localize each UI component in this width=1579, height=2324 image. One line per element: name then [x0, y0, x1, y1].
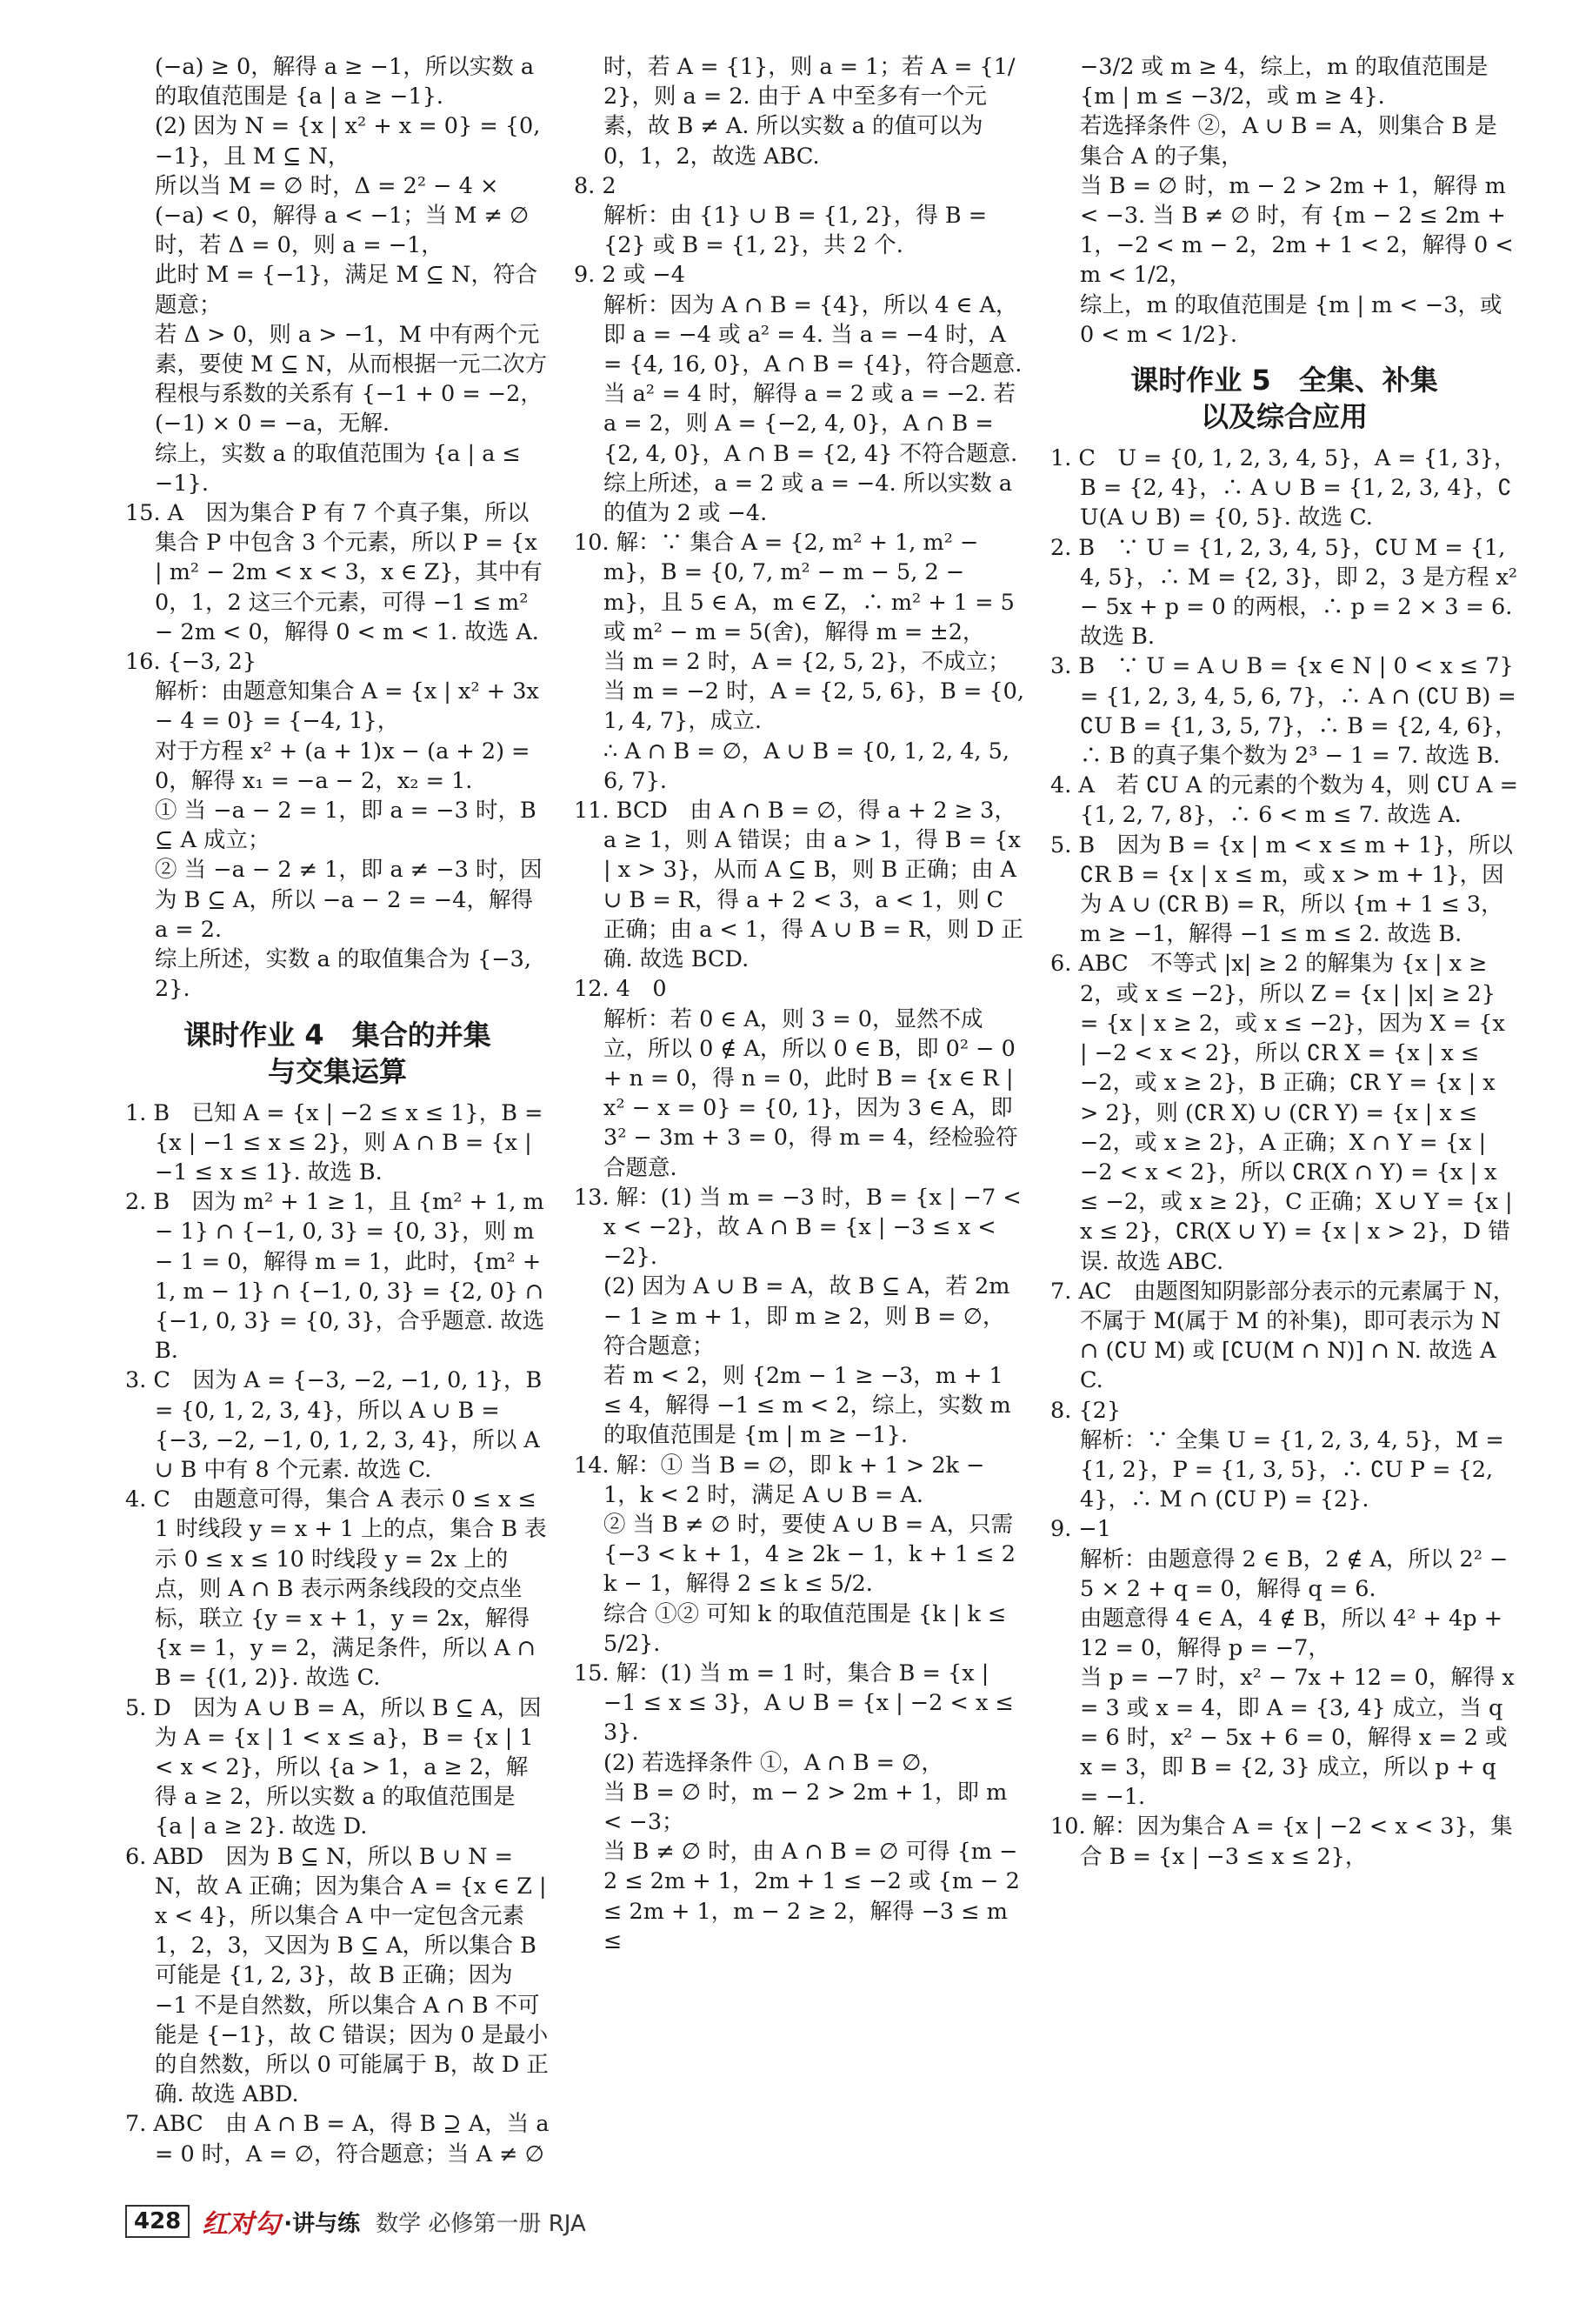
answer-text: 解析：由题意得 2 ∈ B，2 ∉ A，所以 2² − 5 × 2 + q = 0，解得 q = 6.: [1080, 1546, 1516, 1602]
answer-text: (2) 若选择条件 ①，A ∩ B = ∅，: [603, 1749, 943, 1776]
answer-text: 当 m = 2 时，A = {2, 5, 2}，不成立；: [603, 649, 1010, 676]
answer-item: 7. ABC 由 A ∩ B = A，得 B ⊇ A，当 a = 0 时，A = ∅，符合题意；当 A ≠ ∅: [125, 2111, 556, 2167]
answer-item: 3. B ∵ U = A ∪ B = {x ∈ N | 0 < x ≤ 7} = {1, 2, 3, 4, 5, 6, 7}，∴ A ∩ (∁U B) = ∁U B = {1, 3, 5, 7}，∴ B = {2, 4, 6}，∴ B 的真子集个数为 2³ − 1 = 7. 故选 B.: [1050, 653, 1523, 770]
page-number: 428: [125, 2205, 190, 2238]
section-title: [1050, 362, 1518, 435]
answer-text: 时，若 A = {1}，则 a = 1；若 A = {1/2}，则 a = 2. 由于 A 中至多有一个元素，故 B ≠ A. 所以实数 a 的值可以为 0，1，2，故选 ABC.: [603, 54, 1016, 170]
answer-item: 13. 解：(1) 当 m = −3 时，B = {x | −7 < x < −2}，故 A ∩ B = {x | −3 ≤ x < −2}.: [574, 1184, 1029, 1271]
answer-item: 7. AC 由题图知阴影部分表示的元素属于 N，不属于 M(属于 M 的补集)，即可表示为 N ∩ (∁U M) 或 [∁U(M ∩ N)] ∩ N. 故选 AC.: [1050, 1278, 1516, 1394]
answer-text: 由题意得 4 ∈ A，4 ∉ B，所以 4² + 4p + 12 = 0，解得 p = −7，: [1080, 1605, 1510, 1662]
brand-logo: 红对勾: [202, 2209, 281, 2240]
answer-text: (2) 因为 N = {x | x² + x = 0} = {0, −1}，且 M ⊆ N，: [155, 113, 548, 170]
answer-text: 解析：若 0 ∈ A，则 3 = 0，显然不成立，所以 0 ∉ A，所以 0 ∈ B，即 0² − 0 + n = 0，得 n = 0，此时 B = {x ∈ R | x² − x = 0} = {0, 1}，因为 3 ∈ A，即 3² − 3m + 3 = 0，得 m = 4，经检验符合题意.: [603, 1005, 1023, 1181]
answer-text: 综合 ①② 可知 k 的取值范围是 {k | k ≤ 5/2}.: [603, 1600, 1014, 1657]
answer-item: 5. B 因为 B = {x | m < x ≤ m + 1}，所以 ∁R B = {x | x ≤ m，或 x > m + 1}，因为 A ∪ (∁R B) = R，所以 {m + 1 ≤ 3，m ≥ −1，解得 −1 ≤ m ≤ 2. 故选 B.: [1050, 831, 1521, 948]
column-left: [125, 52, 556, 2169]
answer-text: 若选择条件 ②，A ∪ B = A，则集合 B 是集合 A 的子集，: [1080, 113, 1497, 170]
section-title-line: 课时作业 4 集合的并集: [183, 1018, 491, 1052]
answer-item: 4. A 若 ∁U A 的元素的个数为 4，则 ∁U A = {1, 2, 7, 8}，∴ 6 < m ≤ 7. 故选 A.: [1050, 772, 1526, 829]
answer-text: 综上，m 的取值范围是 {m | m < −3，或 0 < m < 1/2}.: [1080, 291, 1509, 348]
page-footer: [125, 2204, 586, 2239]
answer-item: 4. C 由题意可得，集合 A 表示 0 ≤ x ≤ 1 时线段 y = x + 1 上的点，集合 B 表示 0 ≤ x ≤ 10 时线段 y = 2x 上的点，则 A ∩ B 表示两条线段的交点坐标，联立 {y = x + 1，y = 2x，解得 {x = 1，y = 2，满足条件，所以 A ∩ B = {(1, 2)}. 故选 C.: [125, 1486, 547, 1692]
answer-text: ② 当 B ≠ ∅ 时，要使 A ∪ B = A，只需 {−3 < k + 1，4 ≥ 2k − 1，k + 1 ≤ 2k − 1，解得 2 ≤ k ≤ 5/2.: [603, 1511, 1021, 1598]
answer-item: 3. C 因为 A = {−3, −2, −1, 0, 1}，B = {0, 1, 2, 3, 4}，所以 A ∪ B = {−3, −2, −1, 0, 1, 2, 3, 4}，所以 A ∪ B 中有 8 个元素. 故选 C.: [125, 1367, 550, 1483]
answer-item: 12. 4 0: [574, 976, 667, 1003]
answer-text: 所以当 M = ∅ 时，Δ = 2² − 4 × (−a) < 0，解得 a < −1；当 M ≠ ∅ 时，若 Δ = 0，则 a = −1，: [155, 172, 536, 259]
answer-text: ∴ A ∩ B = ∅，A ∪ B = {0, 1, 2, 4, 5, 6, 7}.: [603, 738, 1017, 794]
answer-text: 当 B ≠ ∅ 时，由 A ∩ B = ∅ 可得 {m − 2 ≤ 2m + 1，2m + 1 ≤ −2 或 {m − 2 ≤ 2m + 1，m − 2 ≥ 2，解得 −3 ≤ m ≤: [603, 1839, 1027, 1954]
answer-item: 16. {−3, 2}: [125, 649, 257, 676]
section-title-line: 课时作业 5 全集、补集: [1130, 364, 1438, 397]
answer-item: 5. D 因为 A ∪ B = A，所以 B ⊆ A，因为 A = {x | 1 < x ≤ a}，B = {x | 1 < x < 2}，所以 {a > 1，a ≥ 2，解得 a ≥ 2，所以实数 a 的取值范围是 {a | a ≥ 2}. 故选 D.: [125, 1694, 542, 1840]
answer-text: 当 B = ∅ 时，m − 2 > 2m + 1，解得 m < −3. 当 B ≠ ∅ 时，有 {m − 2 ≤ 2m + 1，−2 < m − 2，2m + 1 < 2，解得 0 < m < 1/2，: [1080, 172, 1521, 289]
answer-text: 解析：由 {1} ∪ B = {1, 2}，得 B = {2} 或 B = {1, 2}，共 2 个.: [603, 203, 995, 259]
answer-text: 解析：因为 A ∩ B = {4}，所以 4 ∈ A，即 a = −4 或 a² = 4. 当 a = −4 时，A = {4, 16, 0}，A ∩ B = {4}，符合题意. 当 a² = 4 时，解得 a = 2 或 a = −2. 若 a = 2，则 A = {−2, 4, 0}，A ∩ B = {2, 4, 0}，A ∩ B = {2, 4} 不符合题意. 综上所述，a = 2 或 a = −4. 所以实数 a 的值为 2 或 −4.: [603, 291, 1029, 527]
answer-item: 9. −1: [1050, 1516, 1112, 1543]
answer-item: 6. ABC 不等式 |x| ≥ 2 的解集为 {x | x ≥ 2，或 x ≤ −2}，所以 Z = {x | |x| ≥ 2} = {x | x ≥ 2，或 x ≤ −2}，因为 X = {x | −2 < x < 2}，所以 ∁R X = {x | x ≤ −2，或 x ≥ 2}，B 正确；∁R Y = {x | x > 2}，则 (∁R X) ∪ (∁R Y) = {x | x ≤ −2，或 x ≥ 2}，A 正确；X ∩ Y = {x | −2 < x < 2}，所以 ∁R(X ∩ Y) = {x | x ≤ −2，或 x ≥ 2}，C 正确；X ∪ Y = {x | x ≤ 2}，∁R(X ∪ Y) = {x | x > 2}，D 错误. 故选 ABC.: [1050, 951, 1520, 1275]
answer-text: 对于方程 x² + (a + 1)x − (a + 2) = 0，解得 x₁ = −a − 2，x₂ = 1.: [155, 738, 537, 794]
answer-text: ② 当 −a − 2 ≠ 1，即 a ≠ −3 时，因为 B ⊆ A，所以 −a − 2 = −4，解得 a = 2.: [155, 857, 543, 943]
answer-text: 当 p = −7 时，x² − 7x + 12 = 0，解得 x = 3 或 x = 4，即 A = {3, 4} 成立，当 q = 6 时，x² − 5x + 6 = 0，解得 x = 2 或 x = 3，即 B = {2, 3} 成立，所以 p + q = −1.: [1080, 1665, 1522, 1811]
answer-text: 当 m = −2 时，A = {2, 5, 6}，B = {0, 1, 4, 7}，成立.: [603, 678, 1032, 735]
answer-text: 若 m < 2，则 {2m − 1 ≥ −3，m + 1 ≤ 4，解得 −1 ≤ m < 2，综上，实数 m 的取值范围是 {m | m ≥ −1}.: [603, 1362, 1018, 1449]
answer-item: 15. 解：(1) 当 m = 1 时，集合 B = {x | −1 ≤ x ≤ 3}，A ∪ B = {x | −2 < x ≤ 3}.: [574, 1660, 1021, 1746]
answer-item: 8. {2}: [1050, 1397, 1122, 1424]
answer-text: 此时 M = {−1}，满足 M ⊆ N，符合题意；: [155, 262, 537, 318]
answer-text: 综上，实数 a 的取值范围为 {a | a ≤ −1}.: [155, 440, 529, 497]
brand-subtitle: ·讲与练: [283, 2210, 361, 2237]
answer-text: (2) 因为 A ∪ B = A，故 B ⊆ A，若 2m − 1 ≥ m + 1，即 m ≥ 2，则 B = ∅，符合题意；: [603, 1273, 1017, 1359]
answer-item: 15. A 因为集合 P 有 7 个真子集，所以集合 P 中包含 3 个元素，所以 P = {x | m² − 2m < x < 3，x ∈ Z}，其中有 0，1，2 这三个元素，可得 −1 ≤ m² − 2m < 0，解得 0 < m < 1. 故选 A.: [125, 500, 550, 645]
answer-item: 14. 解：① 当 B = ∅，即 k + 1 > 2k − 1，k < 2 时，满足 A ∪ B = A.: [574, 1452, 992, 1508]
answer-text: −3/2 或 m ≥ 4，综上，m 的取值范围是 {m | m ≤ −3/2，或 m ≥ 4}.: [1080, 54, 1496, 110]
answer-item: 11. BCD 由 A ∩ B = ∅，得 a + 2 ≥ 3，a ≥ 1，则 A 错误；由 a > 1，得 B = {x | x > 3}，从而 A ⊆ B，则 B 正确；由 A ∪ B = R，得 a + 2 < 3，a < 1，则 C 正确；由 a < 1，得 A ∪ B = R，则 D 正确. 故选 BCD.: [574, 798, 1028, 973]
section-title-line: 以及综合应用: [1200, 400, 1368, 434]
answer-item: 9. 2 或 −4: [574, 262, 685, 289]
answer-item: 6. ABD 因为 B ⊆ N，所以 B ∪ N = N，故 A 正确；因为集合 A = {x ∈ Z | x < 4}，所以集合 A 中一定包含元素 1，2，3，又因为 B ⊆ A，所以集合 B 可能是 {1, 2, 3}，故 B 正确；因为 −1 不是自然数，所以集合 A ∩ B 不可能是 {−1}，故 C 错误；因为 0 是最小的自然数，所以 0 可能属于 B，故 D 正确. 故选 ABD.: [125, 1843, 554, 2108]
answer-text: ① 当 −a − 2 = 1，即 a = −3 时，B ⊆ A 成立；: [155, 798, 543, 854]
answer-text: 当 B = ∅ 时，m − 2 > 2m + 1，即 m < −3；: [603, 1779, 1015, 1835]
answer-text: 综上所述，实数 a 的取值集合为 {−3, 2}.: [155, 946, 539, 1003]
answer-text: 解析：∵ 全集 U = {1, 2, 3, 4, 5}，M = {1, 2}，P = {1, 3, 5}，∴ ∁U P = {2, 4}，∴ M ∩ (∁U P) = {2}.: [1080, 1426, 1511, 1513]
answer-item: 10. 解：∵ 集合 A = {2, m² + 1, m² − m}，B = {0, 7, m² − m − 5, 2 − m}，且 5 ∈ A，m ∈ Z，∴ m² + 1 = 5 或 m² − m = 5(舍)，解得 m = ±2，: [574, 530, 1022, 645]
answer-text: 解析：由题意知集合 A = {x | x² + 3x − 4 = 0} = {−4, 1}，: [155, 678, 546, 735]
answer-item: 10. 解：因为集合 A = {x | −2 < x < 3}，集合 B = {x | −3 ≤ x ≤ 2}，: [1050, 1813, 1513, 1870]
answer-text: (−a) ≥ 0，解得 a ≥ −1，所以实数 a 的取值范围是 {a | a ≥ −1}.: [155, 54, 542, 110]
book-title: 数学 必修第一册 RJA: [376, 2210, 586, 2237]
column-middle: [574, 52, 1032, 1956]
answer-item: 1. C U = {0, 1, 2, 3, 4, 5}，A = {1, 3}，B = {2, 4}，∴ A ∪ B = {1, 2, 3, 4}，∁U(A ∪ B) = {0, 5}. 故选 C.: [1050, 445, 1516, 531]
answer-item: 8. 2: [574, 172, 616, 199]
answer-text: 若 Δ > 0，则 a > −1，M 中有两个元素，要使 M ⊆ N，从而根据一元二次方程根与系数的关系有 {−1 + 0 = −2，(−1) × 0 = −a，无解.: [155, 321, 548, 437]
answer-item: 2. B ∵ U = {1, 2, 3, 4, 5}，∁U M = {1, 4, 5}，∴ M = {2, 3}，即 2，3 是方程 x² − 5x + p = 0 的两根，∴ p = 2 × 3 = 6. 故选 B.: [1050, 534, 1525, 651]
answer-item: 2. B 因为 m² + 1 ≥ 1，且 {m² + 1, m − 1} ∩ {−1, 0, 3} = {0, 3}，则 m − 1 = 0，解得 m = 1，此时，{m² + 1, m − 1} ∩ {−1, 0, 3} = {2, 0} ∩ {−1, 0, 3} = {0, 3}，合乎题意. 故选 B.: [125, 1189, 552, 1365]
section-title: [125, 1017, 550, 1090]
answer-item: 1. B 已知 A = {x | −2 ≤ x ≤ 1}，B = {x | −1 ≤ x ≤ 2}，则 A ∩ B = {x | −1 ≤ x ≤ 1}. 故选 B.: [125, 1099, 550, 1185]
column-right: [1050, 52, 1526, 1872]
section-title-line: 与交集运算: [267, 1054, 407, 1088]
